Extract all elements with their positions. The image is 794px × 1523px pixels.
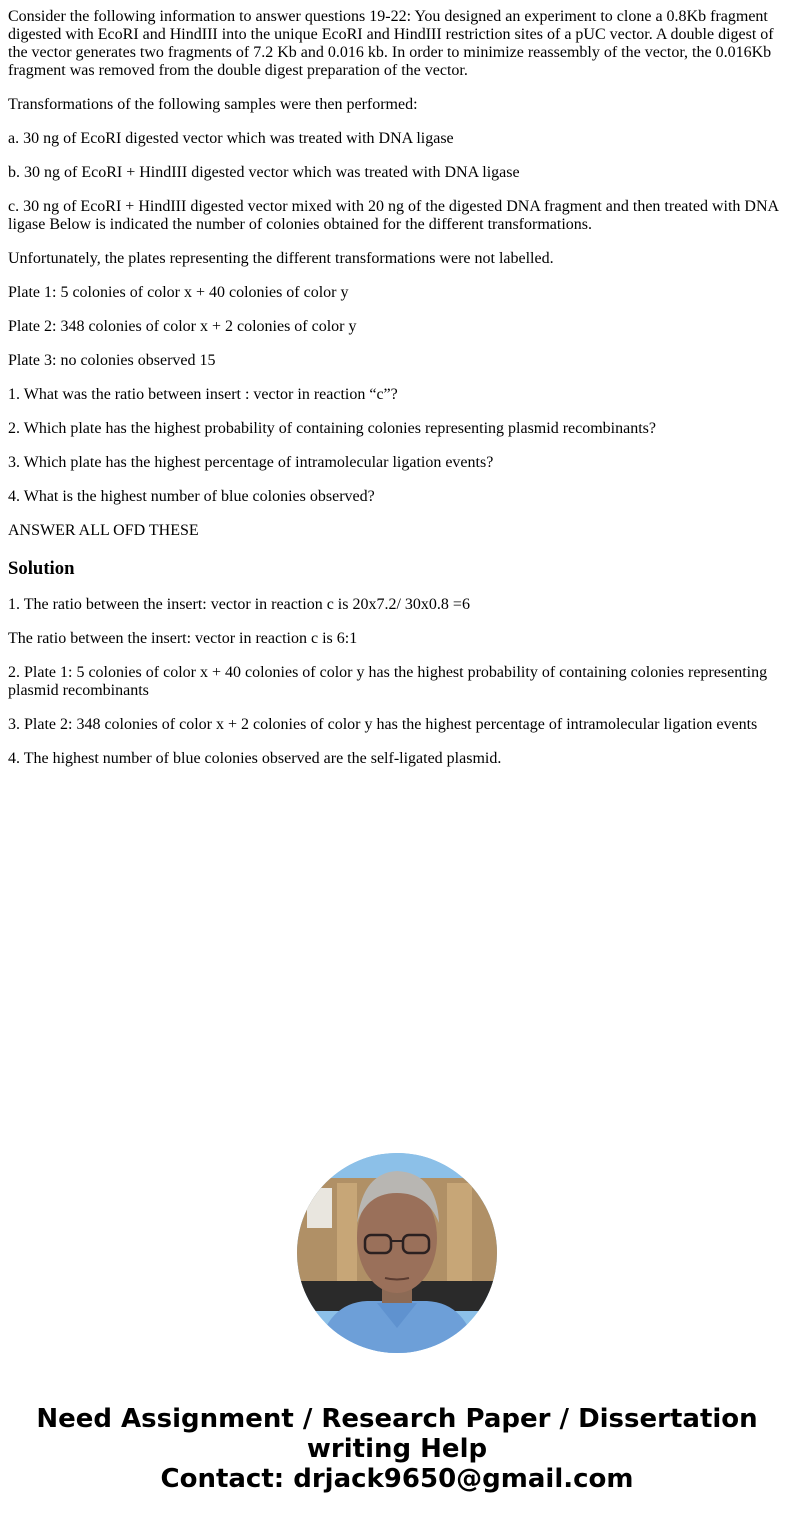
question-3: 3. Which plate has the highest percentage of intramolecular ligation events? [8,454,494,471]
question-1: 1. What was the ratio between insert : vector in reaction “c”? [8,386,398,403]
promo-banner [0,1404,794,1494]
document-body [8,8,786,784]
closing-note: ANSWER ALL OFD THESE [8,522,199,539]
answer-4: 4. The highest number of blue colonies observed are the self-ligated plasmid. [8,750,502,767]
answer-1: 1. The ratio between the insert: vector in reaction c is 20x7.2/ 30x0.8 =6 [8,596,470,613]
portrait-image [297,1153,497,1353]
question-4: 4. What is the highest number of blue colonies observed? [8,488,375,505]
plate-1: Plate 1: 5 colonies of color x + 40 colonies of color y [8,284,349,301]
answer-2: 2. Plate 1: 5 colonies of color x + 40 colonies of color y has the highest probability of containing colonies representing plasmid recombinants [8,664,768,699]
plate-3: Plate 3: no colonies observed 15 [8,352,216,369]
sample-a: a. 30 ng of EcoRI digested vector which was treated with DNA ligase [8,130,454,147]
plate-2: Plate 2: 348 colonies of color x + 2 colonies of color y [8,318,357,335]
unlabelled-note: Unfortunately, the plates representing the different transformations were not labelled. [8,250,554,267]
answer-3: 3. Plate 2: 348 colonies of color x + 2 colonies of color y has the highest percentage of intramolecular ligation events [8,716,758,733]
promo-contact: Contact: drjack9650@gmail.com [160,1464,634,1494]
question-2: 2. Which plate has the highest probability of containing colonies representing plasmid recombinants? [8,420,656,437]
solution-heading: Solution [8,558,75,579]
transformations-intro: Transformations of the following samples were then performed: [8,96,418,113]
author-avatar [297,1153,497,1353]
question-intro: Consider the following information to answer questions 19-22: You designed an experiment to clone a 0.8Kb fragment digested with EcoRI and HindIII into the unique EcoRI and HindIII restriction sites of a pUC vector. A double digest of the vector generates two fragments of 7.2 Kb and 0.016 kb. In order to minimize reassembly of the vector, the 0.016Kb fragment was removed from the double digest preparation of the vector. [8,8,774,79]
answer-1-ratio: The ratio between the insert: vector in reaction c is 6:1 [8,630,358,647]
sample-b: b. 30 ng of EcoRI + HindIII digested vector which was treated with DNA ligase [8,164,520,181]
sample-c: c. 30 ng of EcoRI + HindIII digested vector mixed with 20 ng of the digested DNA fragment and then treated with DNA ligase Below is indicated the number of colonies obtained for the different transformations. [8,198,779,233]
promo-line-1: Need Assignment / Research Paper / Dissertation [36,1404,758,1434]
promo-line-2: writing Help [306,1434,488,1464]
